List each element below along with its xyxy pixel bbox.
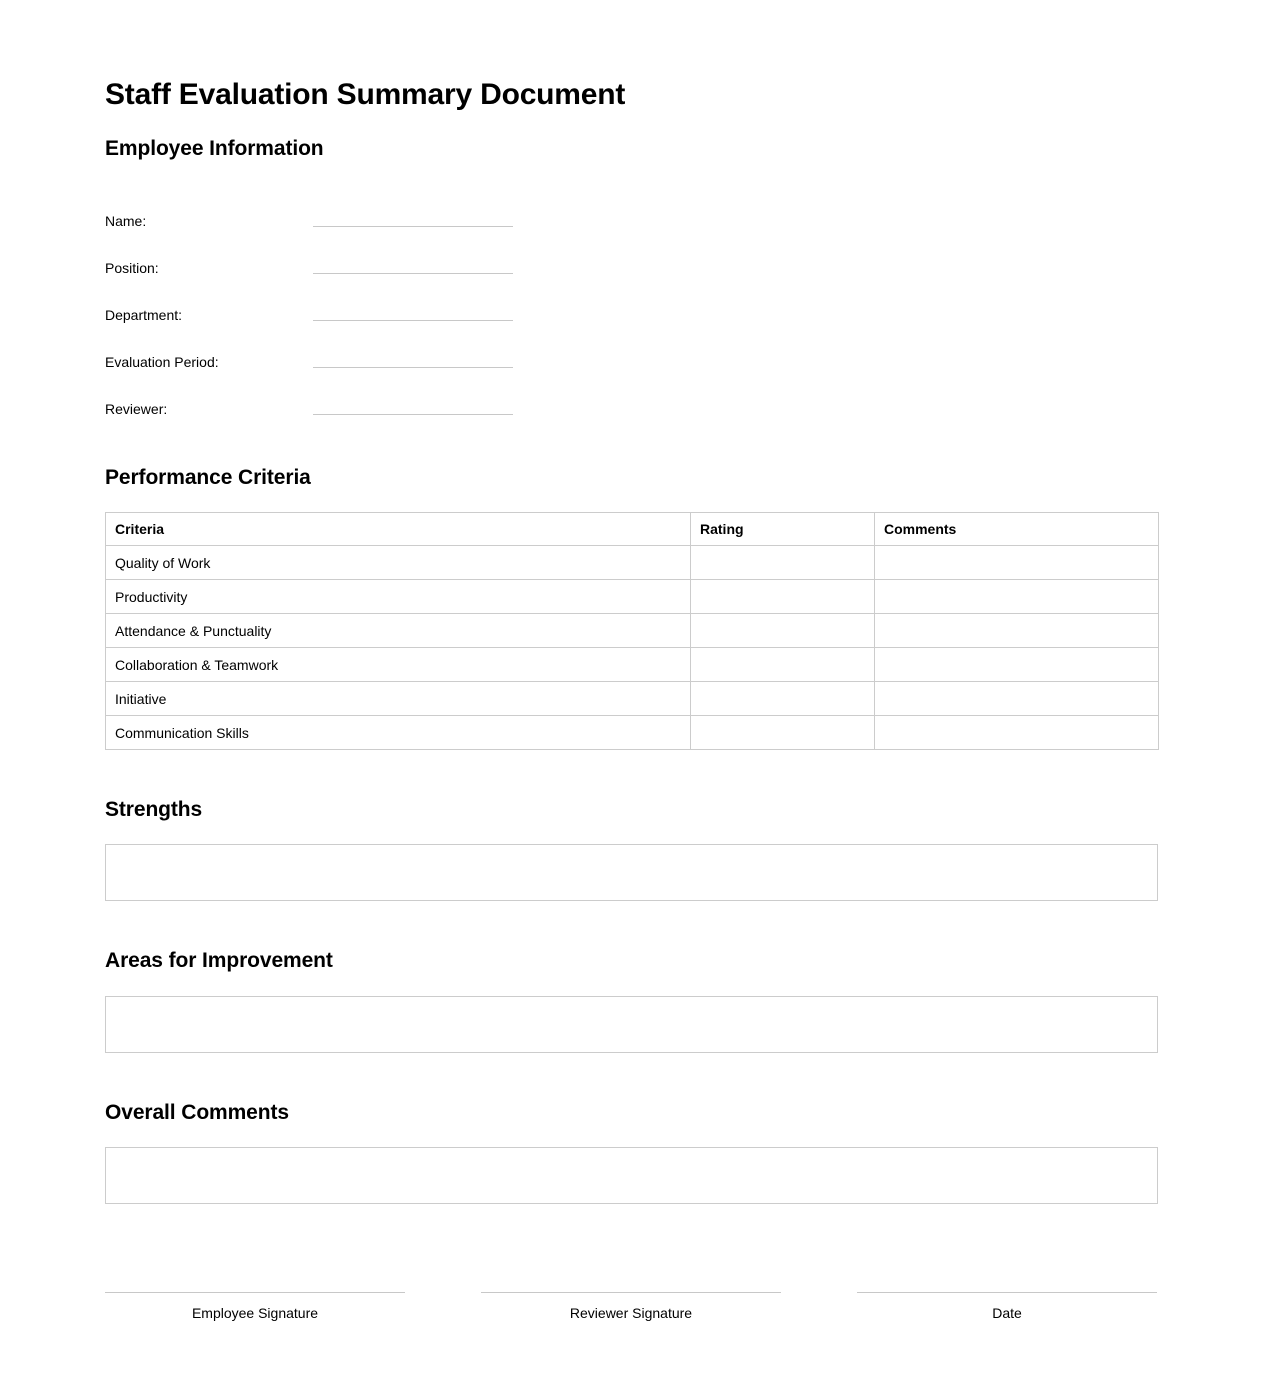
employee-information-fields <box>105 183 1158 418</box>
areas-for-improvement-textarea[interactable] <box>105 996 1158 1053</box>
cell-criteria: Quality of Work <box>106 546 691 580</box>
table-row <box>106 546 1159 580</box>
signature-label-reviewer: Reviewer Signature <box>569 1304 693 1321</box>
table-row <box>106 682 1159 716</box>
section-heading-employee-information: Employee Information <box>105 137 324 160</box>
label-position: Position: <box>105 260 159 277</box>
info-row-department <box>105 277 1158 324</box>
input-reviewer[interactable] <box>313 414 513 415</box>
strengths-textarea[interactable] <box>105 844 1158 901</box>
input-name[interactable] <box>313 226 513 227</box>
info-row-name <box>105 183 1158 230</box>
column-header-comments: Comments <box>875 513 1159 546</box>
table-row <box>106 580 1159 614</box>
cell-comments[interactable] <box>875 546 1159 580</box>
signature-line-date[interactable] <box>857 1292 1157 1293</box>
table-row <box>106 614 1159 648</box>
signature-block-employee <box>105 1292 405 1320</box>
overall-comments-textarea[interactable] <box>105 1147 1158 1204</box>
label-reviewer: Reviewer: <box>105 401 168 418</box>
cell-comments[interactable] <box>875 614 1159 648</box>
signature-block-reviewer <box>481 1292 781 1320</box>
label-evaluation-period: Evaluation Period: <box>105 354 219 371</box>
cell-rating[interactable] <box>691 614 875 648</box>
cell-rating[interactable] <box>691 716 875 750</box>
column-header-rating: Rating <box>691 513 875 546</box>
cell-rating[interactable] <box>691 580 875 614</box>
label-name: Name: <box>105 213 147 230</box>
cell-comments[interactable] <box>875 716 1159 750</box>
cell-criteria: Productivity <box>106 580 691 614</box>
signature-line-employee[interactable] <box>105 1292 405 1293</box>
cell-criteria: Initiative <box>106 682 691 716</box>
input-evaluation-period[interactable] <box>313 367 513 368</box>
info-row-position <box>105 230 1158 277</box>
input-position[interactable] <box>313 273 513 274</box>
section-heading-strengths: Strengths <box>105 798 203 822</box>
signature-label-employee: Employee Signature <box>191 1304 319 1321</box>
cell-criteria: Collaboration & Teamwork <box>106 648 691 682</box>
cell-rating[interactable] <box>691 546 875 580</box>
cell-rating[interactable] <box>691 648 875 682</box>
signature-section <box>105 1292 1158 1320</box>
performance-criteria-table-wrapper <box>105 512 1158 750</box>
cell-rating[interactable] <box>691 682 875 716</box>
signature-block-date <box>857 1292 1157 1320</box>
cell-comments[interactable] <box>875 648 1159 682</box>
cell-comments[interactable] <box>875 682 1159 716</box>
label-department: Department: <box>105 307 183 324</box>
info-row-reviewer <box>105 371 1158 418</box>
section-heading-overall-comments: Overall Comments <box>105 1100 289 1124</box>
signature-line-reviewer[interactable] <box>481 1292 781 1293</box>
input-department[interactable] <box>313 320 513 321</box>
cell-comments[interactable] <box>875 580 1159 614</box>
section-heading-performance-criteria: Performance Criteria <box>105 466 311 490</box>
table-header-row <box>106 513 1159 546</box>
table-row <box>106 716 1159 750</box>
column-header-criteria: Criteria <box>106 513 691 546</box>
info-row-evaluation-period <box>105 324 1158 371</box>
cell-criteria: Attendance & Punctuality <box>106 614 691 648</box>
section-heading-areas-for-improvement: Areas for Improvement <box>105 949 333 973</box>
page-title: Staff Evaluation Summary Document <box>105 78 626 111</box>
table-row <box>106 648 1159 682</box>
signature-label-date: Date <box>992 1304 1022 1321</box>
performance-criteria-table <box>105 512 1159 750</box>
cell-criteria: Communication Skills <box>106 716 691 750</box>
